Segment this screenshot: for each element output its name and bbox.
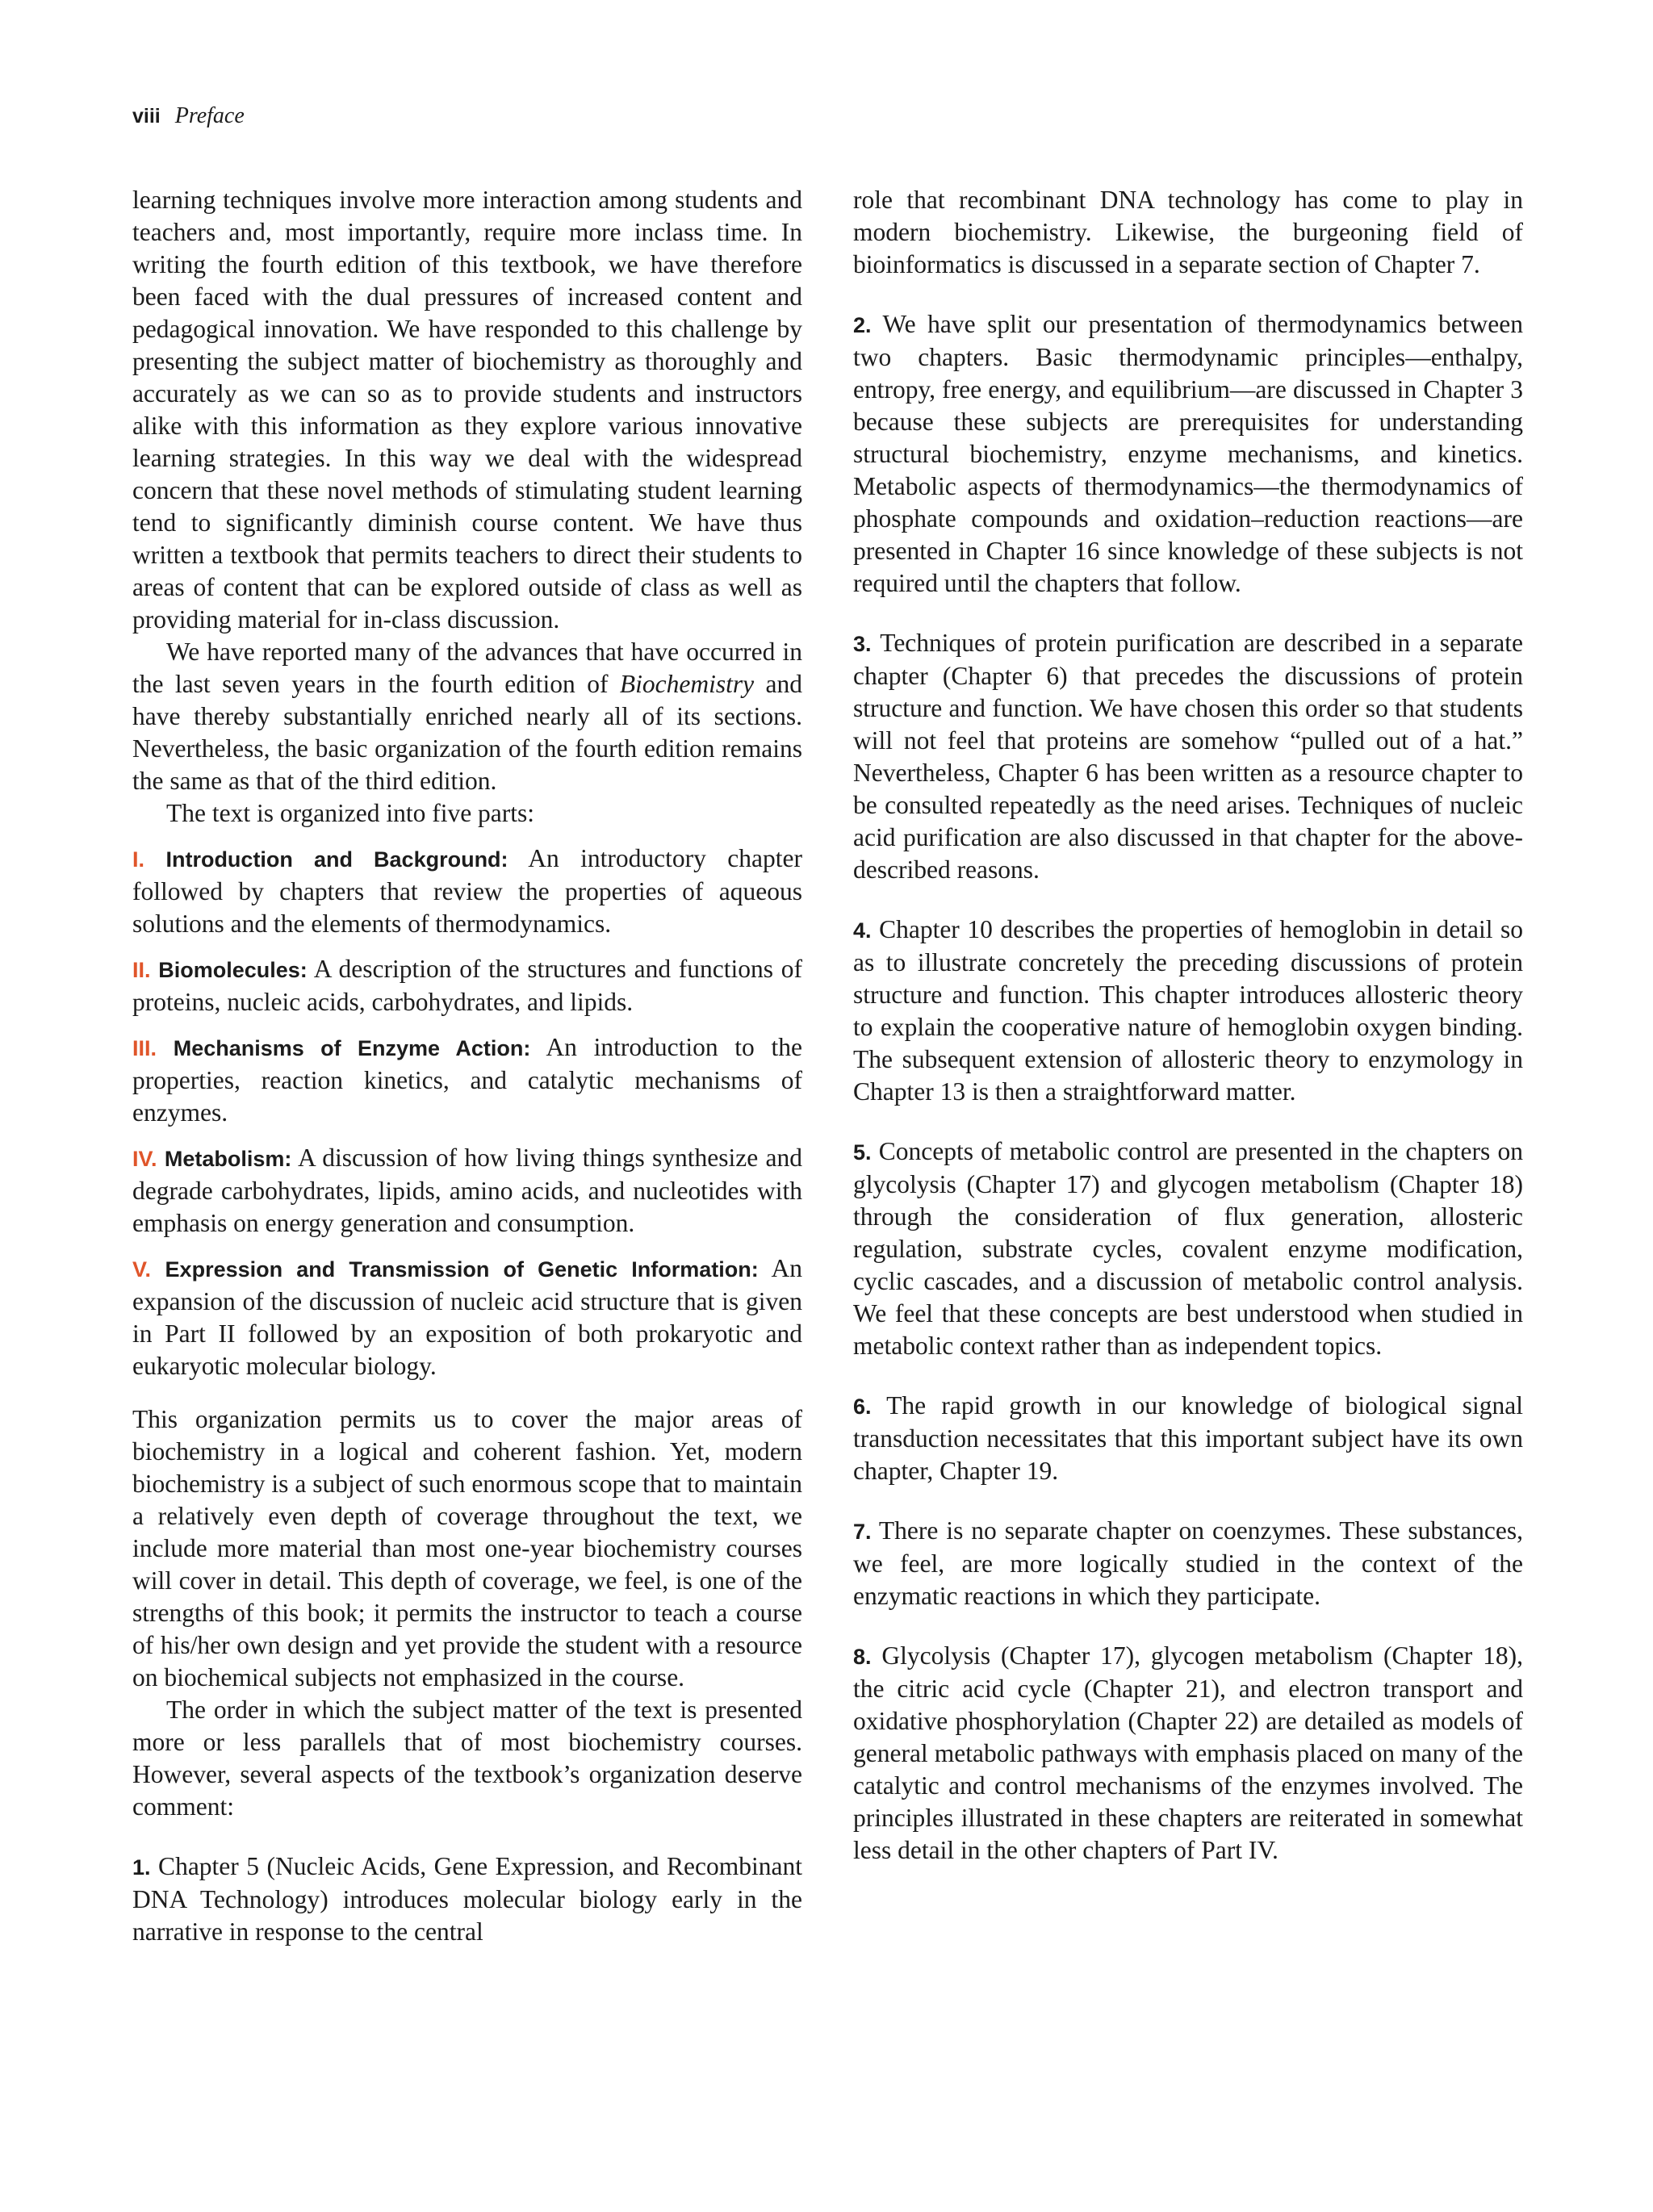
paragraph: The text is organized into five parts: <box>166 799 535 827</box>
numbered-item: 7. There is no separate chapter on coenzymes. These substances, we feel, are more logically studied in the context of the enzymatic reactions in which they participate. <box>853 1516 1523 1610</box>
paragraph: learning techniques involve more interaction among students and teachers and, most importantly, require more inclass time. In writing the fourth edition of this textbook, we have therefore been faced with the dual pressures of increased content and pedagogical innovation. We have responded to this challenge by presenting the subject matter of biochemistry as thoroughly and accurately as we can so as to provide students and instructors alike with this information as they explore various innovative learning strategies. In this way we deal with the widespread concern that these novel methods of stimulating student learning tend to significantly diminish course content. We have thus written a textbook that permits teachers to direct their students to areas of content that can be explored outside of class as well as providing material for in-class discussion. <box>132 186 802 633</box>
item-number: 3. <box>853 632 872 656</box>
part-item: III. Mechanisms of Enzyme Action: An introduction to the properties, reaction kinetics, and catalytic mechanisms of enzymes. <box>132 1033 803 1127</box>
numbered-item: 6. The rapid growth in our knowledge of biological signal transduction necessitates that this important subject have its own chapter, Chapter 19. <box>853 1391 1523 1485</box>
numbered-item: 2. We have split our presentation of thermodynamics between two chapters. Basic thermodynamic principles—enthalpy, entropy, free energy, and equilibrium—are discussed in Chapter 3 because these subjects are prerequisites for understanding structural biochemistry, enzyme mechanisms, and kinetics. Metabolic aspects of thermodynamics—the thermodynamics of phosphate compounds and oxidation–reduction reactions—are presented in Chapter 16 since knowledge of these subjects is not required until the chapters that follow. <box>853 310 1523 597</box>
part-numeral: IV. <box>132 1147 157 1171</box>
running-header <box>132 100 245 132</box>
left-column <box>132 184 802 1948</box>
section-title: Preface <box>174 103 245 128</box>
item-number: 2. <box>853 313 872 337</box>
part-title: Introduction and Background: <box>165 847 508 872</box>
paragraph: The order in which the subject matter of the text is presented more or less parallels that of most biochemistry courses. However, several aspects of the textbook’s organization deserve comment: <box>132 1696 802 1821</box>
numbered-item: 3. Techniques of protein purification are described in a separate chapter (Chapter 6) that precedes the discussions of protein structure and function. We have chosen this order so that students will not feel that proteins are somehow “pulled out of a hat.” Nevertheless, Chapter 6 has been written as a resource chapter to be consulted repeatedly as the need arises. Techniques of nucleic acid purification are also discussed in that chapter for the above-described reasons. <box>853 629 1523 884</box>
item-number: 4. <box>853 918 872 943</box>
paragraph: role that recombinant DNA technology has come to play in modern biochemistry. Likewise, the burgeoning field of bioinformatics is discussed in a separate section of Chapter 7. <box>853 186 1523 278</box>
part-item: I. Introduction and Background: An introductory chapter followed by chapters that review the properties of aqueous solutions and the elements of thermodynamics. <box>132 844 802 938</box>
book-title: Biochemistry <box>619 670 755 698</box>
numbered-item: 1. Chapter 5 (Nucleic Acids, Gene Expression, and Recombinant DNA Technology) introduces molecular biology early in the narrative in response to the central <box>132 1852 802 1946</box>
part-title: Mechanisms of Enzyme Action: <box>173 1036 531 1060</box>
part-numeral: I. <box>132 847 145 872</box>
item-number: 6. <box>853 1395 872 1419</box>
part-numeral: V. <box>132 1257 152 1282</box>
part-item: IV. Metabolism: A discussion of how living things synthesize and degrade carbohydrates, lipids, amino acids, and nucleotides with emphasis on energy generation and consumption. <box>132 1144 803 1237</box>
right-column <box>853 184 1523 1867</box>
item-number: 8. <box>853 1645 872 1669</box>
part-title: Expression and Transmission of Genetic Information: <box>165 1257 759 1282</box>
part-numeral: II. <box>132 958 151 982</box>
numbered-item: 8. Glycolysis (Chapter 17), glycogen metabolism (Chapter 18), the citric acid cycle (Chapter 21), and electron transport and oxidative phosphorylation (Chapter 22) are detailed as models of general metabolic pathways with emphasis placed on many of the catalytic and control mechanisms of the enzymes involved. The principles illustrated in these chapters are reiterated in somewhat less detail in the other chapters of Part IV. <box>853 1641 1523 1864</box>
item-number: 5. <box>853 1140 872 1165</box>
numbered-item: 5. Concepts of metabolic control are presented in the chapters on glycolysis (Chapter 17) and glycogen metabolism (Chapter 18) through the consideration of flux generation, allosteric regulation, substrate cycles, covalent enzyme modification, cyclic cascades, and a discussion of metabolic control analysis. We feel that these concepts are best understood when studied in metabolic context rather than as independent topics. <box>853 1137 1523 1360</box>
paragraph: We have reported many of the advances that have occurred in the last seven years in the fourth edition of Biochemistry and have thereby substantially enriched nearly all of its sections. Nevertheless, the basic organization of the fourth edition remains the same as that of the third edition. <box>132 638 802 795</box>
item-number: 7. <box>853 1520 872 1544</box>
part-item: V. Expression and Transmission of Genetic Information: An expansion of the discussion of nucleic acid structure that is given in Part II followed by an exposition of both prokaryotic and eukaryotic molecular biology. <box>132 1254 802 1380</box>
numbered-item: 4. Chapter 10 describes the properties of hemoglobin in detail so as to illustrate concretely the preceding discussions of protein structure and function. This chapter introduces allosteric theory to explain the cooperative nature of hemoglobin oxygen binding. The subsequent extension of allosteric theory to enzymology in Chapter 13 is then a straightforward matter. <box>853 915 1523 1106</box>
paragraph: This organization permits us to cover the major areas of biochemistry in a logical and coherent fashion. Yet, modern biochemistry is a subject of such enormous scope that to maintain a relatively even depth of coverage throughout the text, we include more material than most one-year biochemistry courses will cover in detail. This depth of coverage, we feel, is one of the strengths of this book; it permits the instructor to teach a course of his/her own design and yet provide the student with a resource on biochemical subjects not emphasized in the course. <box>132 1405 802 1691</box>
part-title: Biomolecules: <box>158 958 308 982</box>
part-numeral: III. <box>132 1036 157 1060</box>
part-item: II. Biomolecules: A description of the structures and functions of proteins, nucleic acids, carbohydrates, and lipids. <box>132 955 802 1016</box>
part-title: Metabolism: <box>164 1147 292 1171</box>
item-number: 1. <box>132 1855 151 1880</box>
page-number: viii <box>132 105 161 128</box>
